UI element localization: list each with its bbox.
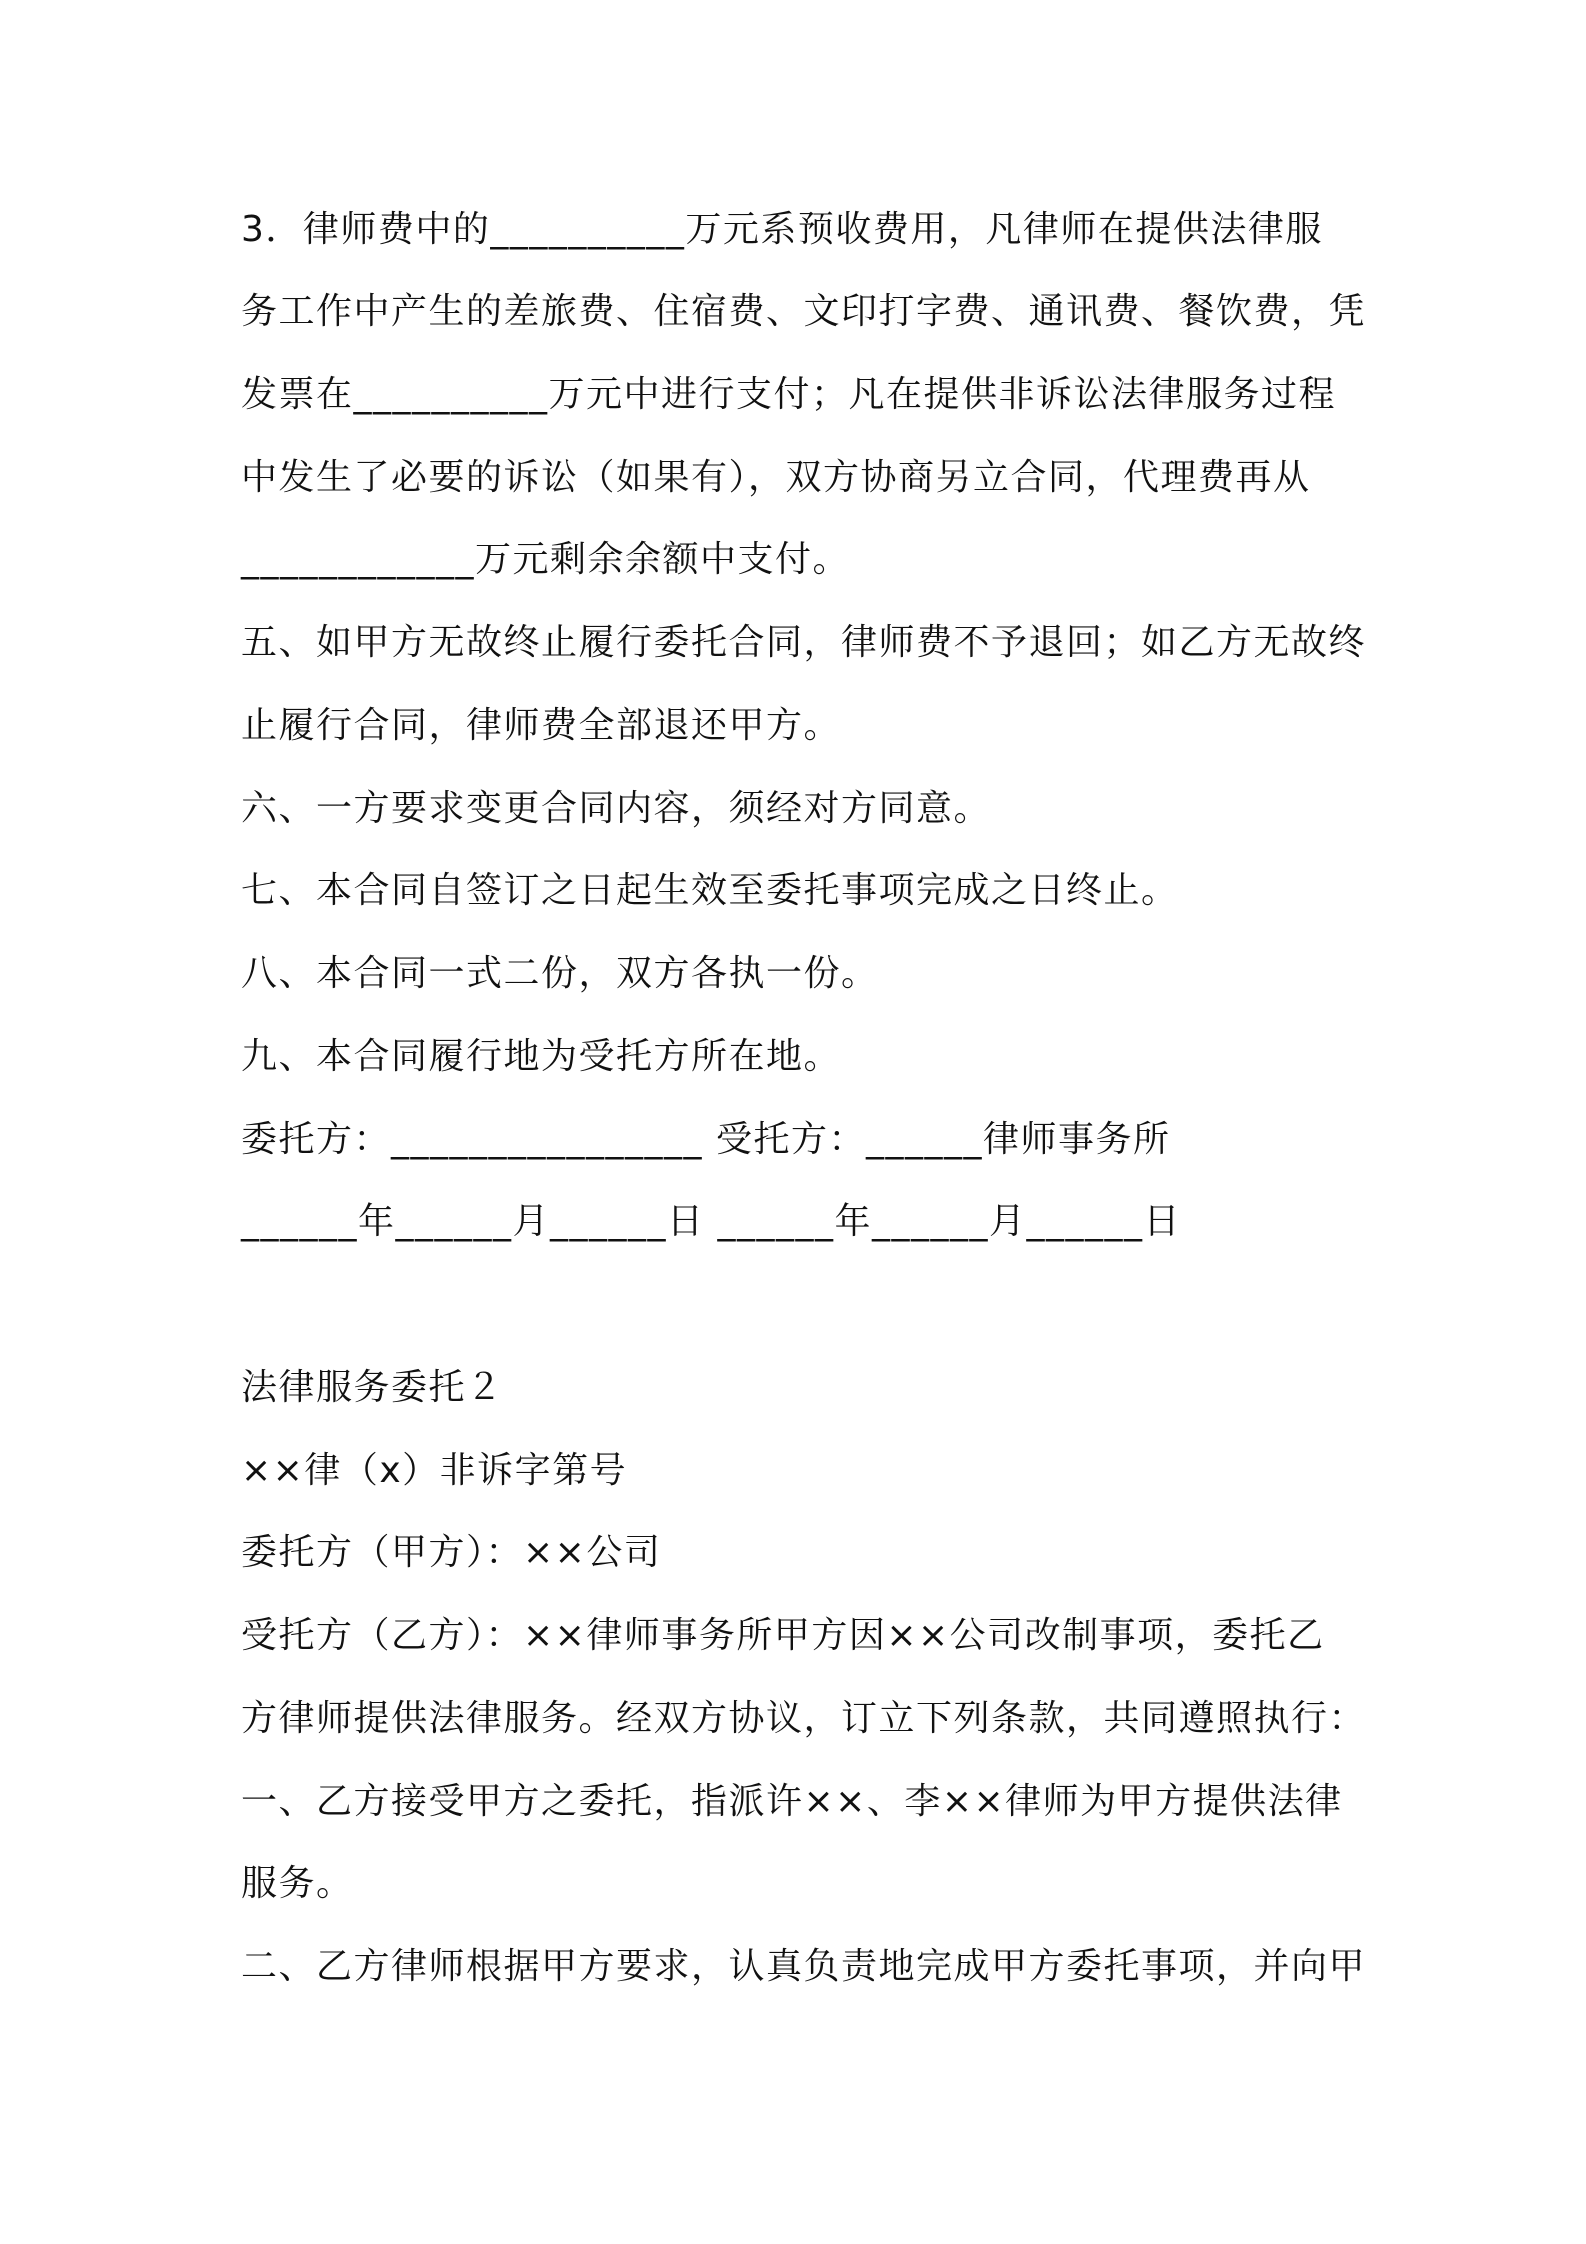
text-line: 止履行合同，律师费全部退还甲方。 — [241, 705, 842, 746]
party-a-line: 委托方（甲方）：××公司 — [241, 1532, 662, 1573]
text-line: 六、一方要求变更合同内容，须经对方同意。 — [241, 788, 992, 829]
text-line: 二、乙方律师根据甲方要求，认真负责地完成甲方委托事项，并向甲 — [241, 1946, 1367, 1987]
party-b-line: 受托方（乙方）：××律师事务所甲方因××公司改制事项，委托乙 — [241, 1615, 1325, 1656]
text-line: 服务。 — [241, 1863, 354, 1904]
text-line: 中发生了必要的诉讼（如果有），双方协商另立合同，代理费再从 — [241, 457, 1311, 498]
text-line: 一、乙方接受甲方之委托，指派许××、李××律师为甲方提供法律 — [241, 1781, 1343, 1822]
text-line: 七、本合同自签订之日起生效至委托事项完成之日终止。 — [241, 870, 1179, 911]
signature-line: 委托方：________________ 受托方：______律师事务所 — [241, 1119, 1171, 1160]
text-line: 九、本合同履行地为受托方所在地。 — [241, 1036, 842, 1077]
date-line: ______年______月______日 ______年______月______日 — [241, 1201, 1181, 1242]
section-title: 法律服务委托２ — [241, 1367, 504, 1408]
text-line: 五、如甲方无故终止履行委托合同，律师费不予退回；如乙方无故终 — [241, 622, 1367, 663]
text-line: 务工作中产生的差旅费、住宿费、文印打字费、通讯费、餐饮费，凭 — [241, 291, 1367, 332]
text-line: 3．律师费中的__________万元系预收费用，凡律师在提供法律服 — [241, 209, 1323, 250]
text-line: 发票在__________万元中进行支付；凡在提供非诉讼法律服务过程 — [241, 374, 1337, 415]
document-number: ××律（x）非诉字第号 — [241, 1450, 628, 1491]
text-line: 八、本合同一式二份，双方各执一份。 — [241, 953, 879, 994]
text-line: ____________万元剩余余额中支付。 — [241, 539, 851, 580]
text-line: 方律师提供法律服务。经双方协议，订立下列条款，共同遵照执行： — [241, 1698, 1367, 1739]
